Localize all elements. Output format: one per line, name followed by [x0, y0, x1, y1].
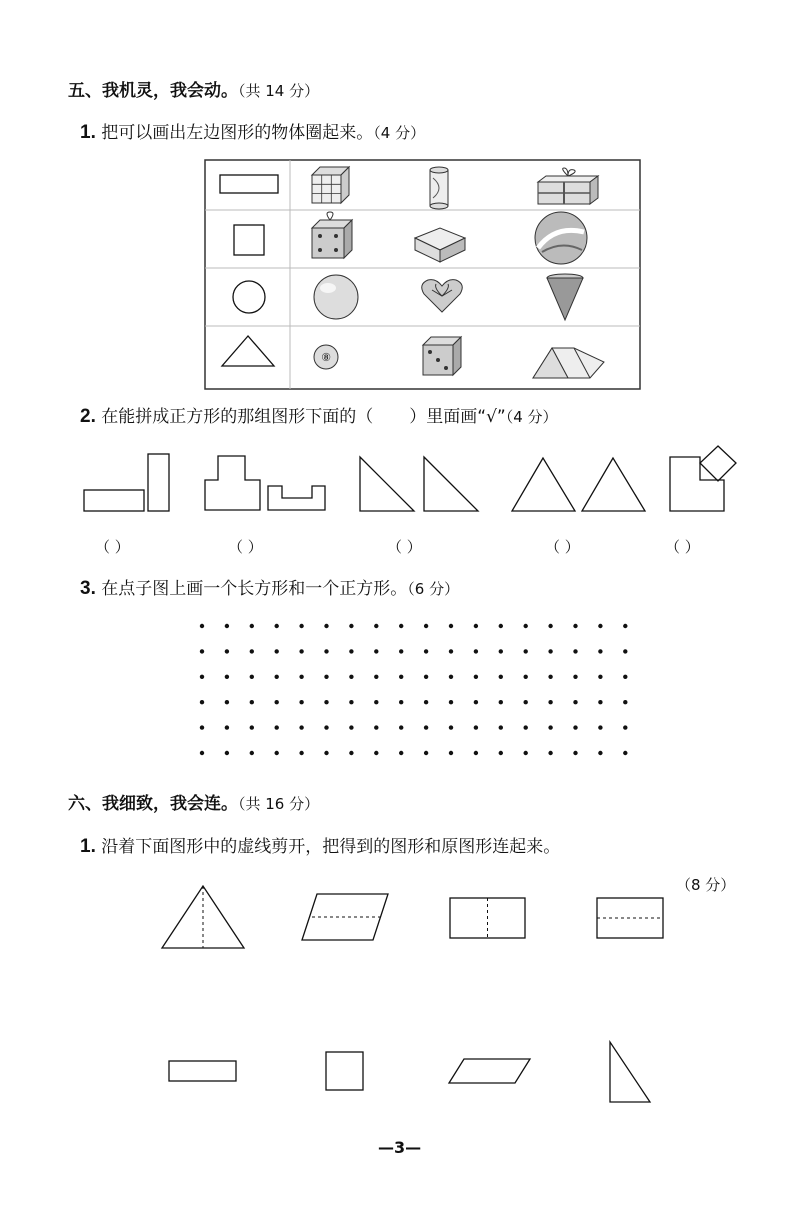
section-6-points: （共 16 分） — [238, 795, 320, 813]
answer-paren-4[interactable]: （ ） — [545, 538, 580, 556]
piece-square[interactable] — [326, 1052, 363, 1090]
answer-paren-2[interactable]: （ ） — [228, 538, 263, 556]
billiard-number: ⑧ — [321, 351, 331, 364]
question-text: 沿着下面图形中的虚线剪开，把得到的图形和原图形连起来。 — [101, 837, 561, 857]
section-5-title: 五、我机灵，我会动。 — [68, 81, 238, 101]
question-number: 2. — [80, 406, 96, 427]
answer-paren-1[interactable]: （ ） — [95, 538, 130, 556]
piece-parallelogram[interactable] — [449, 1059, 530, 1083]
original-triangle[interactable] — [162, 886, 244, 948]
question-number: 1. — [80, 122, 96, 143]
question-text: 把可以画出左边图形的物体圈起来。 — [101, 123, 374, 143]
question-points: （6 分） — [407, 580, 460, 598]
question-text: 在点子图上画一个长方形和一个正方形。 — [101, 579, 408, 599]
piece-triangle[interactable] — [610, 1042, 650, 1102]
piece-rectangle[interactable] — [169, 1061, 236, 1081]
question-text-before: 在能拼成正方形的那组图形下面的（ — [101, 407, 374, 427]
question-number: 1. — [80, 836, 96, 857]
original-rectangle-horizontal-cut[interactable] — [597, 898, 663, 938]
question-points: （4 分） — [373, 124, 426, 142]
question-text-after: ）里面画“√” — [409, 407, 506, 427]
section-5-points: （共 14 分） — [238, 82, 320, 100]
page-number: —3— — [378, 1138, 422, 1157]
question-points: （8 分） — [676, 876, 736, 894]
question-number: 3. — [80, 578, 96, 599]
section-6-title: 六、我细致，我会连。 — [68, 794, 238, 814]
original-parallelogram[interactable] — [302, 894, 388, 940]
question-points: （4 分） — [505, 408, 558, 426]
original-rectangle-vertical-cut[interactable] — [450, 898, 525, 938]
answer-paren-5[interactable]: （ ） — [665, 538, 700, 556]
answer-paren-3[interactable]: （ ） — [387, 538, 422, 556]
